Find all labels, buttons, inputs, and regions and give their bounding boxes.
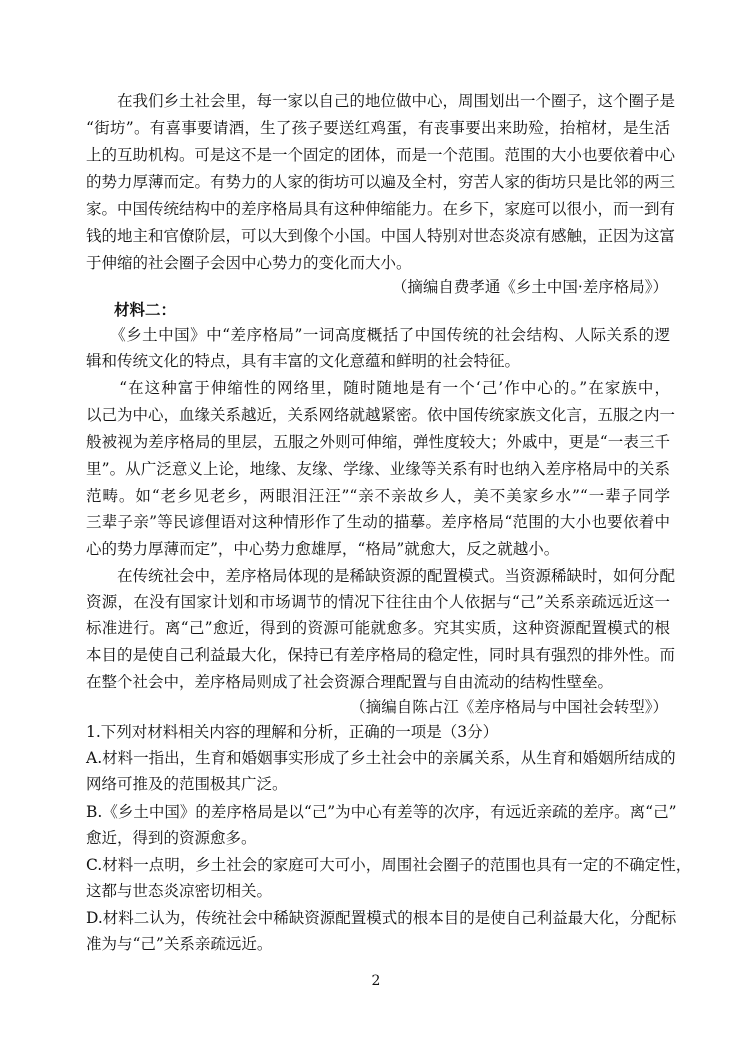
option-a-line1: A.材料一指出，生育和婚姻事实形成了乡土社会中的亲属关系，从生育和婚姻所结成的 [86, 749, 676, 767]
material2-source: （摘编自陈占江《差序格局与中国社会转型》） [350, 698, 668, 716]
material2-line: 在传统社会中，差序格局体现的是稀缺资源的配置模式。当资源稀缺时，如何分配 [86, 567, 676, 585]
material2-line: 里”。从广泛意义上论，地缘、友缘、学缘、业缘等关系有时也纳入差序格局中的关系 [86, 460, 670, 478]
material1-line: 在我们乡土社会里，每一家以自己的地位做中心，周围划出一个圈子，这个圈子是 [86, 92, 676, 110]
material1-line: 家。中国传统结构中的差序格局具有这种伸缩能力。在乡下，家庭可以很小，而一到有 [86, 200, 676, 218]
option-c-line1: C.材料一点明，乡土社会的家庭可大可小，周围社会圈子的范围也具有一定的不确定性， [86, 856, 692, 874]
material2-heading: 材料二： [114, 300, 177, 319]
option-d-line1: D.材料二认为，传统社会中稀缺资源配置模式的根本目的是使自己利益最大化，分配标 [86, 909, 677, 927]
option-c-line2: 这都与世态炎凉密切相关。 [86, 882, 273, 900]
option-d-line2: 准为与“己”关系亲疏远近。 [86, 935, 273, 953]
page-number: 2 [371, 973, 381, 989]
option-a-line2: 网络可推及的范围极其广泛。 [86, 775, 288, 793]
material1-source: （摘编自费孝通《乡土中国·差序格局》） [391, 278, 668, 296]
material1-line: 钱的地主和官僚阶层，可以大到像个小国。中国人特别对世态炎凉有感触，正因为这富 [86, 227, 676, 245]
material2-line: 《乡土中国》中“差序格局”一词高度概括了中国传统的社会结构、人际关系的逻 [86, 326, 670, 344]
material2-line: 在整个社会中，差序格局则成了社会资源合理配置与自由流动的结构性壁垒。 [86, 673, 614, 691]
material2-line: 资源，在没有国家计划和市场调节的情况下往往由个人依据与“己”关系亲疏远近这一 [86, 593, 670, 611]
material2-line: “在这种富于伸缩性的网络里，随时随地是有一个‘己’作中心的。”在家族中， [86, 379, 670, 397]
option-b-line2: 愈近，得到的资源愈多。 [86, 829, 257, 847]
material2-line: 本目的是使自己利益最大化，保持已有差序格局的稳定性，同时具有强烈的排外性。而 [86, 646, 676, 664]
material2-line: 般被视为差序格局的里层，五服之外则可伸缩，弹性度较大；外戚中，更是“一表三千 [86, 433, 670, 451]
material1-line: 于伸缩的社会圈子会因中心势力的变化而大小。 [86, 254, 412, 272]
material2-line: 标准进行。离“己”愈近，得到的资源可能就愈多。究其实质，这种资源配置模式的根 [86, 619, 670, 637]
material2-line: 心的势力厚薄而定”，中心势力愈雄厚，“格局”就愈大，反之就越小。 [86, 540, 560, 558]
material2-line: 范畴。如“老乡见老乡，两眼泪汪汪”“亲不亲故乡人，美不美家乡水”“一辈子同学 [86, 487, 670, 505]
material2-line: 辑和传统文化的特点，具有丰富的文化意蕴和鲜明的社会特征。 [86, 352, 521, 370]
option-b-line1: B.《乡土中国》的差序格局是以“己”为中心有差等的次序，有远近亲疏的差序。离“己” [86, 803, 677, 821]
material2-line: 三辈子亲”等民谚俚语对这种情形作了生动的描摹。差序格局“范围的大小也要依着中 [86, 513, 670, 531]
material2-line: 以己为中心，血缘关系越近，关系网络就越紧密。依中国传统家族文化言，五服之内一 [86, 406, 676, 424]
material1-line: 的势力厚薄而定。有势力的人家的街坊可以遍及全村，穷苦人家的街坊只是比邻的两三 [86, 173, 676, 191]
question-stem: 1.下列对材料相关内容的理解和分析，正确的一项是（3分） [86, 723, 499, 741]
material1-line: “街坊”。有喜事要请酒，生了孩子要送红鸡蛋，有丧事要出来助殓，抬棺材，是生活 [86, 119, 670, 137]
material1-line: 上的互助机构。可是这不是一个固定的团体，而是一个范围。范围的大小也要依着中心 [86, 146, 676, 164]
